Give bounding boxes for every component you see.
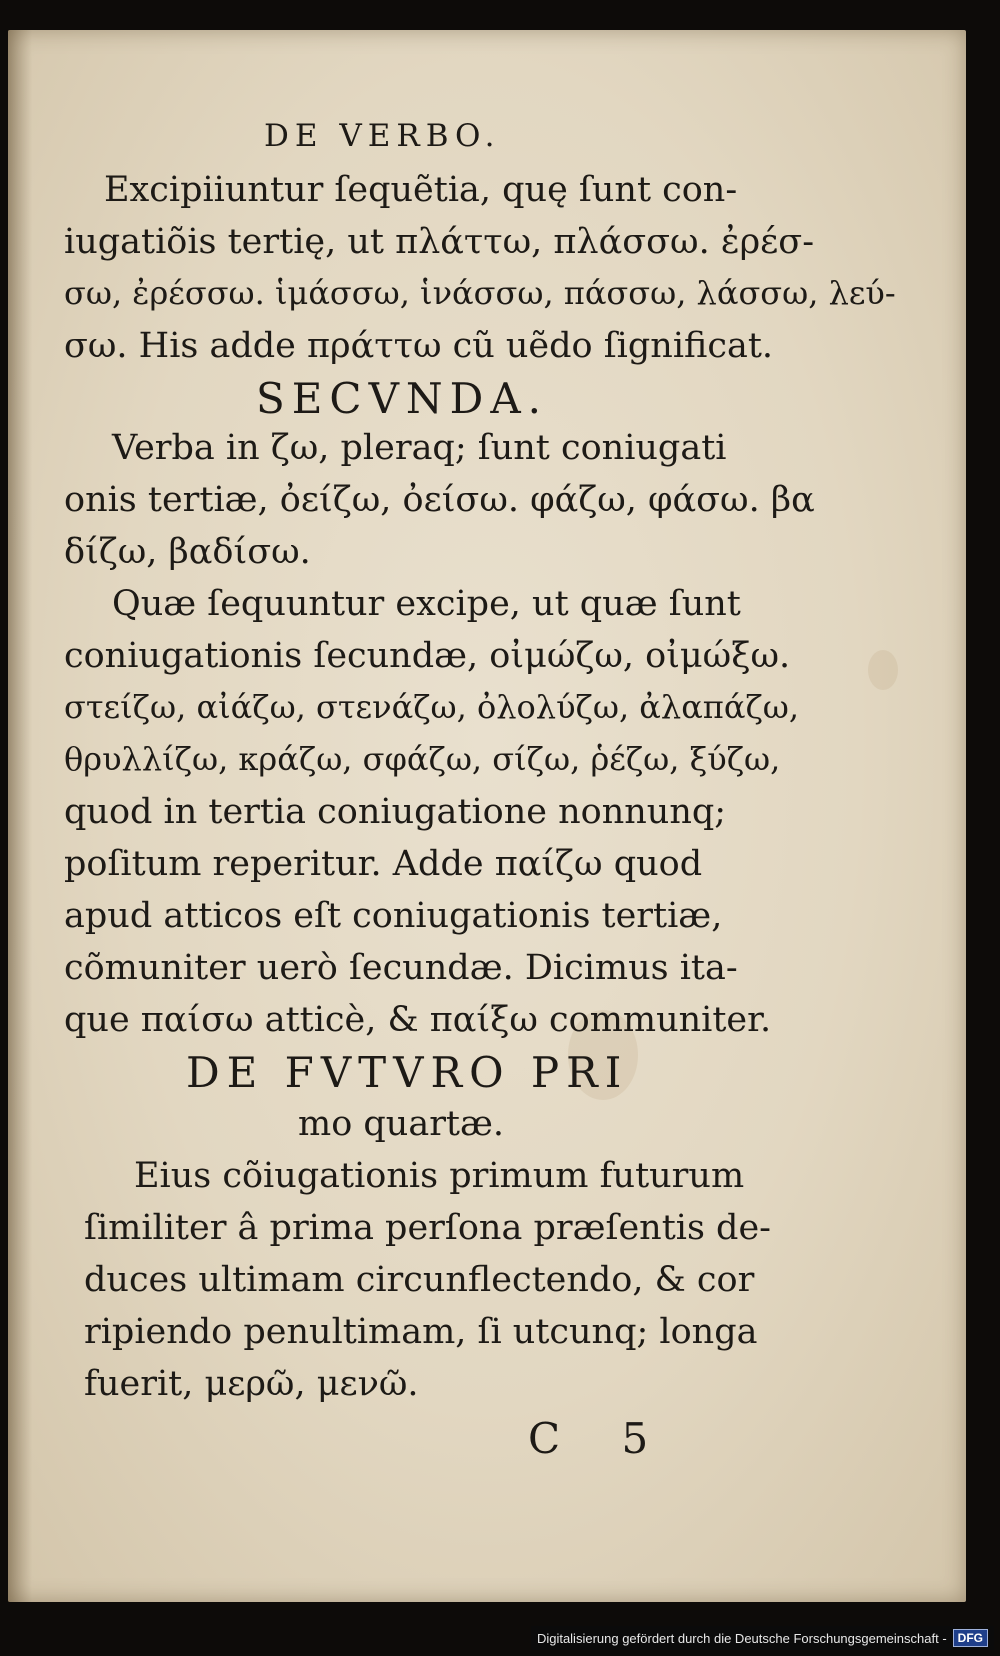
text-line: στείζω, αἰάζω, στενάζω, ὀλολύζω, ἀλαπάζω, — [64, 688, 800, 726]
section-heading-secunda: SECVNDA. — [256, 374, 549, 423]
text-line: poſitum reperitur. Adde παίζω quod — [64, 844, 703, 884]
text-line: ſimiliter â prima perſona præſentis de- — [84, 1208, 771, 1248]
text-line: Excipiiuntur ſequẽtia, quę ſunt con- — [104, 170, 738, 210]
text-line: σω, ἐρέσσω. ἱμάσσω, ἱνάσσω, πάσσω, λάσσω, λεύ- — [64, 274, 896, 312]
text-line: coniugationis ſecundæ, οἰμώζω, οἰμώξω. — [64, 636, 791, 676]
digitization-footer — [531, 1626, 994, 1650]
text-line: duces ultimam circunflectendo, & cor — [84, 1260, 755, 1300]
text-line: onis tertiæ, ὀείζω, ὀείσω. φάζω, φάσω. βα — [64, 480, 815, 520]
dfg-logo: DFG — [953, 1629, 988, 1647]
signature-mark: C 5 — [528, 1414, 673, 1463]
text-line: apud atticos eſt coniugationis tertiæ, — [64, 896, 723, 936]
text-line: δίζω, βαδίσω. — [64, 532, 311, 572]
text-line: Eius cõiugationis primum futurum — [134, 1156, 745, 1196]
section-heading-futuro: DE FVTVRO PRI — [186, 1048, 629, 1097]
text-line: fuerit, μερῶ, μενῶ. — [84, 1364, 419, 1404]
paper-stain — [868, 650, 898, 690]
text-line: cõmuniter uerò ſecundæ. Dicimus ita- — [64, 948, 738, 988]
footer-credit: Digitalisierung gefördert durch die Deutsche Forschungsgemeinschaft - — [536, 1630, 947, 1646]
text-line: iugatiõis tertię, ut πλάττω, πλάσσω. ἐρέσ- — [64, 222, 815, 262]
text-line: Quæ ſequuntur excipe, ut quæ ſunt — [112, 584, 741, 624]
text-line: quod in tertia coniugatione nonnunq; — [64, 792, 727, 832]
text-line: que παίσω atticè, & παίξω communiter. — [64, 1000, 772, 1040]
book-page — [8, 30, 966, 1602]
text-line: ripiendo penultimam, ſi utcunq; longa — [84, 1312, 758, 1352]
text-line: Verba in ζω, pleraq; ſunt coniugati — [112, 428, 727, 468]
text-line: σω. His adde πράττω cũ uẽdo ſignificat. — [64, 326, 774, 366]
section-subheading: mo quartæ. — [298, 1104, 505, 1144]
gutter-shadow — [8, 30, 32, 1602]
running-head: DE VERBO. — [264, 118, 501, 154]
text-line: θρυλλίζω, κράζω, σφάζω, σίζω, ῥέζω, ξύζω, — [64, 740, 781, 778]
